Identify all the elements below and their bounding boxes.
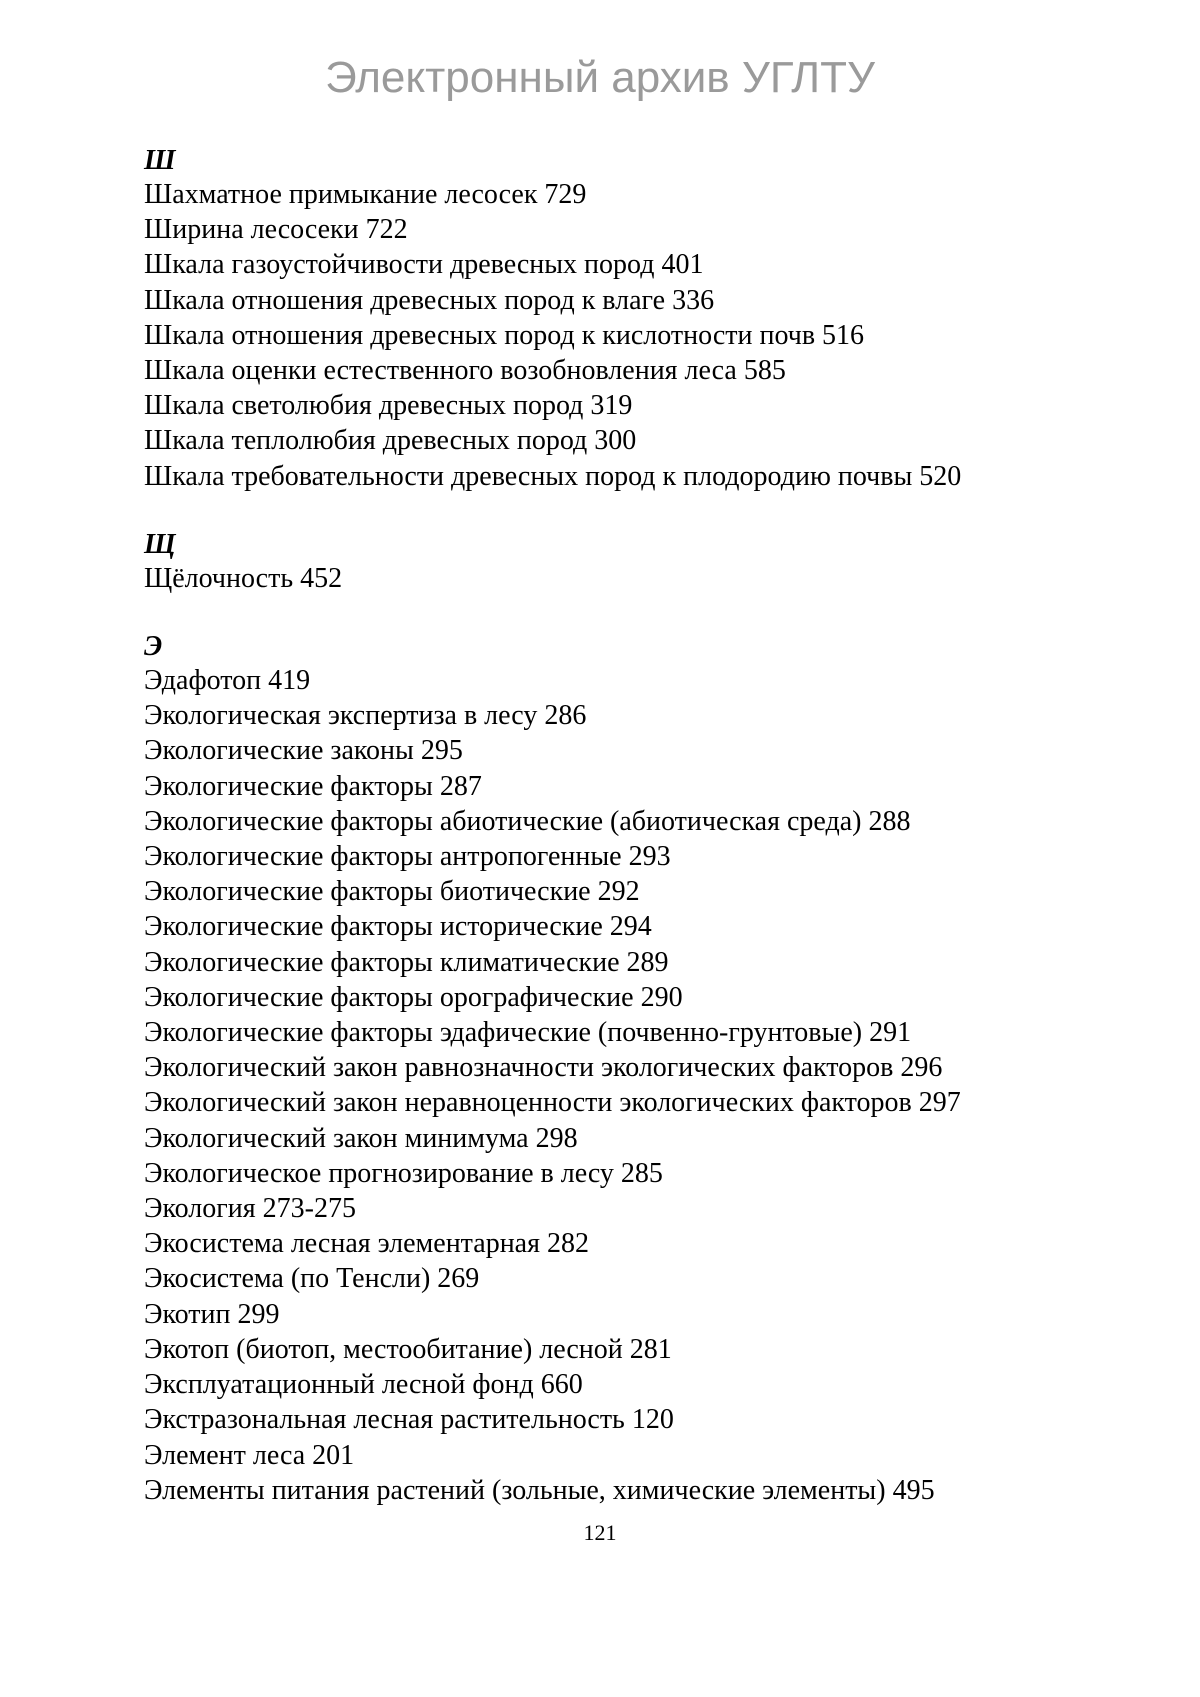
index-section-sha	[144, 145, 1144, 494]
index-entry: Щёлочность 452	[144, 562, 343, 594]
index-entry: Шкала светолюбия древесных пород 319	[144, 390, 633, 422]
index-entry: Шкала оценки естественного возобновления леса 585	[144, 355, 786, 387]
subject-index	[144, 145, 1144, 1543]
index-entry: Шкала отношения древесных пород к кислотности почв 516	[144, 319, 865, 351]
index-entry: Экологические факторы абиотические (абиотическая среда) 288	[144, 805, 911, 837]
index-entry: Элемент леса 201	[144, 1439, 355, 1471]
index-entry: Экологические факторы климатические 289	[144, 946, 669, 978]
index-entry: Экологические факторы исторические 294	[144, 911, 652, 943]
section-letter: Ш	[144, 145, 176, 176]
index-entry: Экологический закон равнозначности экологических факторов 296	[144, 1052, 943, 1084]
index-entry: Экологическое прогнозирование в лесу 285	[144, 1157, 663, 1189]
index-section-shcha	[144, 529, 1144, 596]
page-number: 121	[583, 1520, 617, 1545]
index-entry: Экотоп (биотоп, местообитание) лесной 281	[144, 1333, 672, 1365]
index-entry: Экстразональная лесная растительность 120	[144, 1404, 674, 1436]
index-entry: Шкала теплолюбия древесных пород 300	[144, 425, 637, 457]
index-entry: Экосистема лесная элементарная 282	[144, 1228, 589, 1260]
index-entry: Шкала отношения древесных пород к влаге 336	[144, 284, 715, 316]
index-entry: Экологический закон минимума 298	[144, 1122, 578, 1154]
index-section-e	[144, 631, 1144, 1508]
index-entry: Экологическая экспертиза в лесу 286	[144, 700, 587, 732]
index-entry: Экологические факторы антропогенные 293	[144, 841, 671, 873]
archive-watermark-header: Электронный архив УГЛТУ	[325, 53, 875, 102]
index-entry: Шкала требовательности древесных пород к плодородию почвы 520	[144, 460, 962, 492]
index-entry: Шахматное примыкание лесосек 729	[144, 179, 587, 210]
section-letter: Щ	[144, 528, 176, 560]
index-entry: Шкала газоустойчивости древесных пород 401	[144, 249, 704, 281]
index-entry: Ширина лесосеки 722	[144, 214, 408, 246]
index-entry: Экологические факторы орографические 290	[144, 981, 683, 1013]
index-entry: Экологические законы 295	[144, 735, 463, 767]
index-entry: Экологические факторы 287	[144, 770, 482, 802]
index-entry: Экологические факторы эдафические (почвенно-грунтовые) 291	[144, 1017, 912, 1049]
index-entry: Экотип 299	[144, 1298, 280, 1330]
index-entry: Эксплуатационный лесной фонд 660	[144, 1369, 583, 1401]
index-entry: Элементы питания растений (зольные, химические элементы) 495	[144, 1474, 935, 1506]
index-entry: Экосистема (по Тенсли) 269	[144, 1263, 480, 1295]
index-entry: Экологический закон неравноценности экологических факторов 297	[144, 1087, 961, 1119]
index-entry: Экологические факторы биотические 292	[144, 876, 640, 908]
index-entry: Экология 273-275	[144, 1193, 356, 1225]
index-entry: Эдафотоп 419	[144, 665, 311, 697]
section-letter: Э	[144, 631, 163, 663]
